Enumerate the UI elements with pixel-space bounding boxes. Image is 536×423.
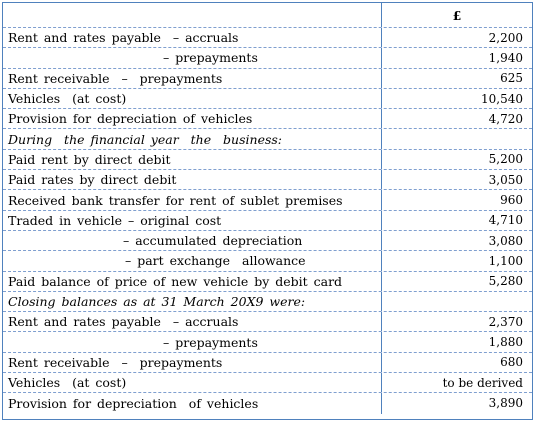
row-value	[382, 292, 532, 311]
row-value: 2,200	[488, 30, 523, 45]
table-row	[3, 89, 532, 109]
table-row	[3, 28, 532, 48]
row-label: Paid rent by direct debit	[3, 150, 382, 169]
row-value: 1,940	[488, 50, 523, 65]
table-row	[3, 272, 532, 292]
row-value	[382, 129, 532, 148]
table-row	[3, 48, 532, 68]
row-label: Received bank transfer for rent of sublet premises	[3, 190, 382, 209]
row-label: Rent and rates payable – accruals	[3, 312, 382, 331]
row-value: 3,080	[488, 233, 523, 248]
currency-header: £	[452, 7, 462, 23]
row-value: 3,050	[488, 172, 523, 187]
row-value: 1,100	[488, 253, 523, 268]
table-header-row	[3, 3, 532, 28]
table-row	[3, 109, 532, 129]
table-row	[3, 332, 532, 352]
row-value: to be derived	[442, 375, 523, 390]
section-heading: Closing balances as at 31 March 20X9 were:	[3, 292, 382, 311]
row-value: 960	[500, 193, 523, 208]
row-label: – prepayments	[3, 332, 382, 351]
row-label: – prepayments	[3, 48, 382, 67]
row-value: 10,540	[481, 91, 523, 106]
row-label: Vehicles (at cost)	[3, 373, 382, 392]
row-label: Provision for depreciation of vehicles	[3, 109, 382, 128]
row-value: 3,890	[488, 396, 523, 411]
row-value: 5,200	[488, 152, 523, 167]
table-row	[3, 312, 532, 332]
row-label: Provision for depreciation of vehicles	[3, 393, 382, 413]
row-label: Paid balance of price of new vehicle by debit card	[3, 272, 382, 291]
section-heading: During the financial year the business:	[3, 129, 382, 148]
row-label: Traded in vehicle – original cost	[3, 211, 382, 230]
table-row	[3, 373, 532, 393]
row-label: Rent receivable – prepayments	[3, 69, 382, 88]
table-row	[3, 251, 532, 271]
table-row	[3, 150, 532, 170]
row-value: 5,280	[488, 274, 523, 289]
table-row	[3, 170, 532, 190]
table-row	[3, 353, 532, 373]
table-row	[3, 393, 532, 413]
section-heading-row	[3, 292, 532, 312]
row-value: 4,720	[488, 111, 523, 126]
row-value: 625	[500, 71, 523, 86]
row-label: Vehicles (at cost)	[3, 89, 382, 108]
table-row	[3, 231, 532, 251]
row-label: Rent and rates payable – accruals	[3, 28, 382, 47]
row-label: Paid rates by direct debit	[3, 170, 382, 189]
table-row	[3, 69, 532, 89]
header-label-cell	[3, 3, 382, 27]
balances-table	[2, 2, 533, 420]
table-row	[3, 190, 532, 210]
row-value: 4,710	[488, 213, 523, 228]
row-value: 2,370	[488, 314, 523, 329]
section-heading-row	[3, 129, 532, 149]
row-value: 1,880	[488, 335, 523, 350]
row-label: – accumulated depreciation	[3, 231, 382, 250]
row-value: 680	[500, 355, 523, 370]
row-label: Rent receivable – prepayments	[3, 353, 382, 372]
row-label: – part exchange allowance	[3, 251, 382, 270]
table-row	[3, 211, 532, 231]
